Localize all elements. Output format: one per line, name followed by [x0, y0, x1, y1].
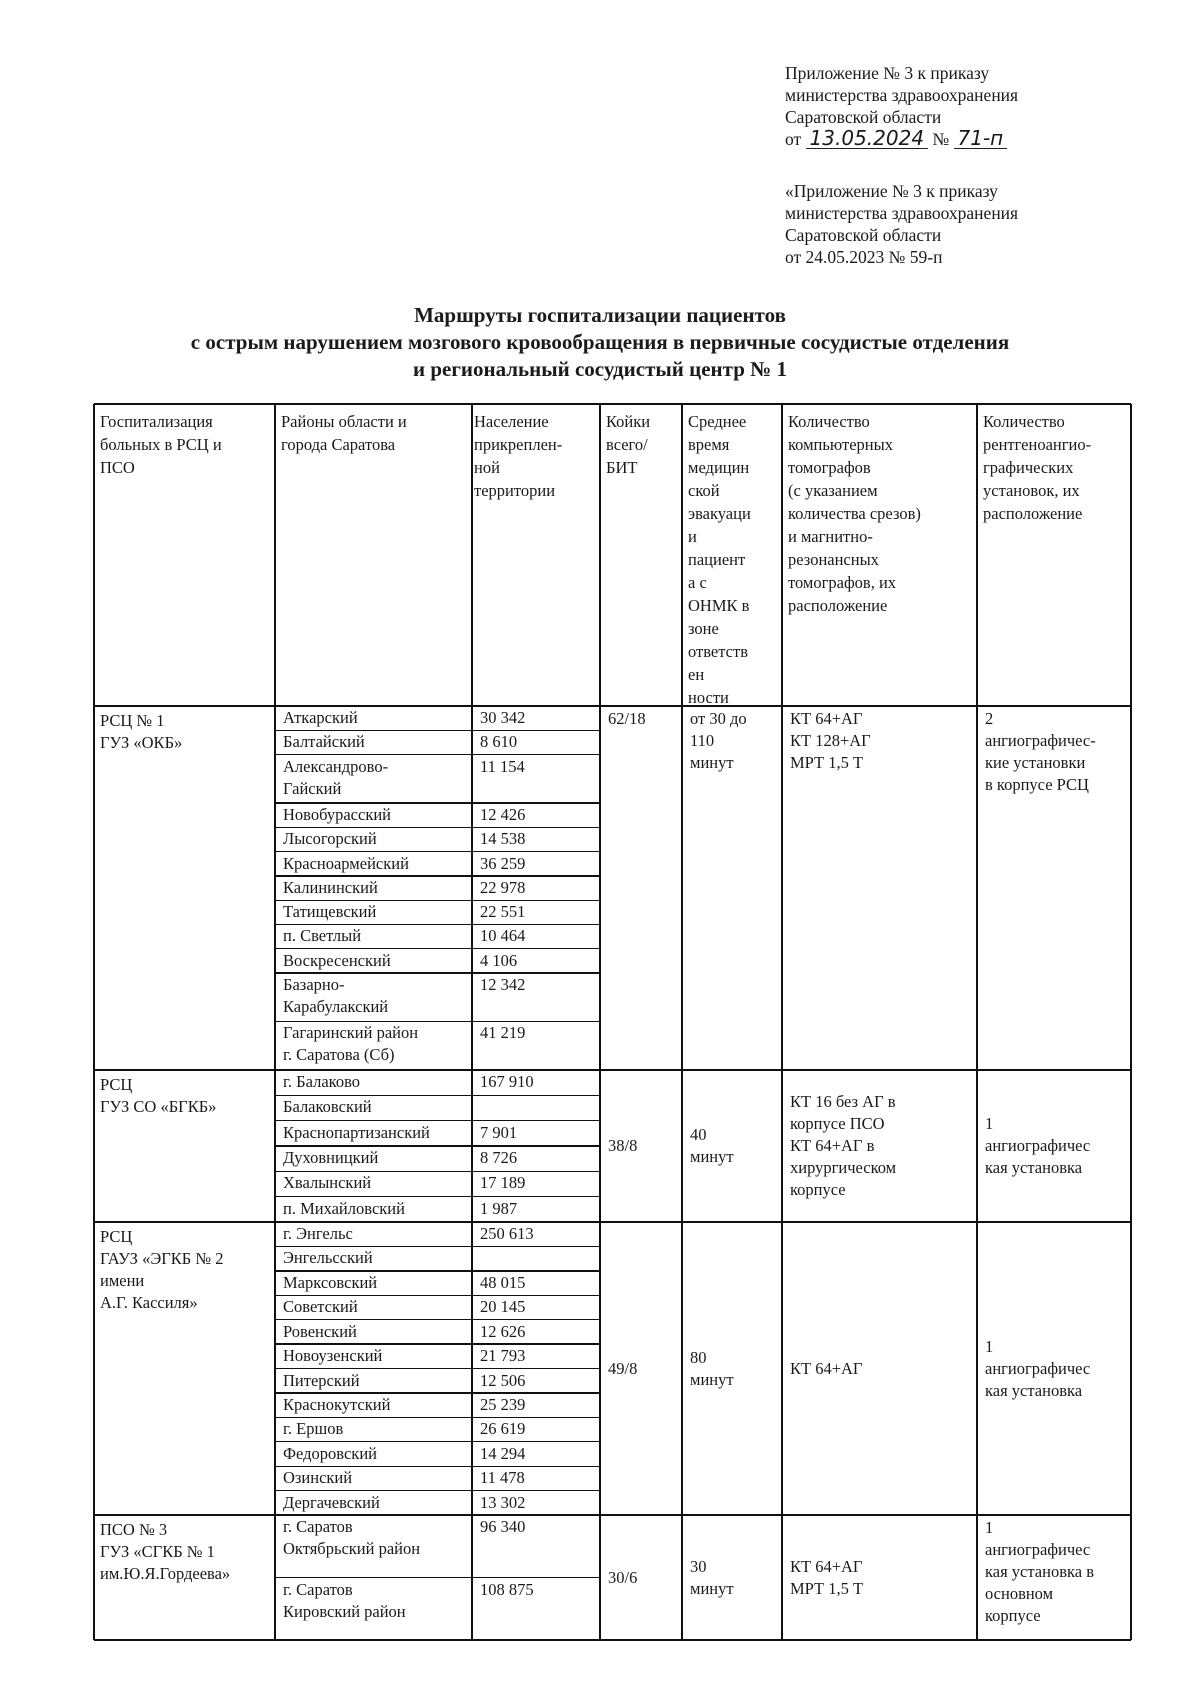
- ct-mri-cell-line: хирургическом: [790, 1158, 897, 1177]
- angiography-cell: [985, 1336, 1090, 1402]
- district-cell: [283, 731, 365, 753]
- district-cell-line: г. Ершов: [283, 1419, 344, 1439]
- district-cell: [283, 1096, 372, 1118]
- evacuation-time-cell: [690, 1124, 734, 1168]
- previous-appendix-line: Саратовской области: [785, 225, 942, 245]
- evacuation-time-cell: [690, 1556, 734, 1600]
- header-time-line: и: [688, 527, 697, 546]
- hospital-cell-line: А.Г. Кассиля»: [100, 1293, 198, 1312]
- evacuation-time-cell-line: от 30 до: [690, 709, 747, 728]
- header-time-line: ОНМК в: [688, 596, 750, 615]
- header-time-line: зоне: [688, 619, 719, 638]
- district-cell-line: Питерский: [283, 1370, 360, 1390]
- population-cell: 4 106: [480, 950, 518, 970]
- district-cell-line: Карабулакский: [283, 996, 389, 1016]
- evacuation-time-cell-line: минут: [690, 1147, 734, 1166]
- district-cell-line: Новобурасский: [283, 805, 392, 825]
- evacuation-time-cell-line: 80: [690, 1347, 707, 1367]
- header-districts-line: города Саратова: [281, 435, 396, 454]
- district-cell: [283, 1492, 380, 1514]
- ct-mri-cell: [790, 708, 871, 774]
- table-rule: [94, 1514, 1131, 1515]
- district-cell-line: Энгельсский: [283, 1248, 373, 1268]
- district-cell: [283, 1443, 377, 1465]
- angiography-cell-line: кие установки: [985, 753, 1086, 772]
- district-cell: [283, 1198, 405, 1220]
- district-cell: [283, 1247, 373, 1269]
- appendix-header: [785, 62, 1018, 150]
- district-cell: [283, 1022, 418, 1066]
- header-time: [688, 410, 751, 709]
- evacuation-time-cell-line: 30: [690, 1556, 707, 1576]
- district-cell: [283, 828, 377, 850]
- header-time-line: время: [688, 435, 730, 454]
- district-cell: [283, 1418, 343, 1440]
- district-cell-line: Воскресенский: [283, 950, 391, 970]
- header-beds-line: БИТ: [606, 458, 638, 477]
- district-cell: [283, 950, 391, 972]
- district-cell: [283, 853, 409, 875]
- population-cell: 36 259: [480, 853, 526, 873]
- header-time-line: Среднее: [688, 412, 747, 431]
- district-cell: [283, 974, 388, 1018]
- district-cell-line: п. Светлый: [283, 926, 362, 946]
- district-cell: [283, 1172, 371, 1194]
- district-cell-line: Калининский: [283, 877, 378, 897]
- district-cell: [283, 1272, 377, 1294]
- header-time-line: ответств: [688, 642, 748, 661]
- district-cell-line: Александрово-: [283, 756, 389, 776]
- header-population: [474, 410, 562, 502]
- header-angio-line: установок, их: [983, 481, 1080, 500]
- hospital-cell: [100, 710, 182, 754]
- district-cell-line: Базарно-: [283, 974, 345, 994]
- hospital-cell-line: им.Ю.Я.Гордеева»: [100, 1564, 231, 1583]
- district-cell: [283, 1296, 358, 1318]
- district-cell-line: Лысогорский: [283, 829, 377, 849]
- header-ct-line: резонансных: [788, 550, 879, 569]
- ct-mri-cell-line: КТ 128+АГ: [790, 731, 871, 750]
- hospital-cell-line: ГАУЗ «ЭГКБ № 2: [100, 1249, 224, 1268]
- number-prefix: №: [932, 129, 950, 149]
- angiography-cell: [985, 1517, 1094, 1627]
- angiography-cell-line: ангиографичес: [985, 1358, 1091, 1378]
- population-cell: 30 342: [480, 708, 526, 727]
- appendix-line: министерства здравоохранения: [785, 85, 1019, 105]
- population-cell: 96 340: [480, 1517, 526, 1536]
- population-cell: 8 726: [480, 1148, 518, 1167]
- evacuation-time-cell-line: минут: [690, 1369, 734, 1389]
- district-cell-line: Озинский: [283, 1468, 353, 1488]
- header-ct-line: Количество: [788, 412, 870, 431]
- population-cell: 26 619: [480, 1419, 526, 1439]
- header-ct-line: и магнитно-: [788, 527, 873, 546]
- header-angio-line: рентгеноангио-: [983, 435, 1092, 454]
- previous-appendix-line: «Приложение № 3 к приказу: [785, 181, 998, 201]
- angiography-cell-line: в корпусе РСЦ: [985, 775, 1089, 794]
- header-ct-line: компьютерных: [788, 435, 893, 454]
- district-cell-line: г. Саратова (Сб): [283, 1045, 395, 1065]
- header-beds: [606, 410, 650, 479]
- angiography-cell-line: кая установка: [985, 1158, 1083, 1177]
- district-cell-line: Духовницкий: [283, 1148, 379, 1167]
- header-time-line: пациент: [688, 550, 746, 569]
- district-cell: [283, 756, 388, 800]
- evacuation-time-cell-line: 110: [690, 731, 715, 750]
- population-cell: 108 875: [480, 1579, 534, 1599]
- previous-appendix-line: от 24.05.2023 № 59-п: [785, 247, 943, 267]
- population-cell: 22 551: [480, 902, 526, 922]
- district-cell-line: г. Балаково: [283, 1072, 361, 1091]
- ct-mri-cell-line: КТ 64+АГ: [790, 1556, 863, 1576]
- hospital-cell-line: имени: [100, 1271, 145, 1290]
- district-cell: [283, 1345, 382, 1367]
- district-cell-line: г. Энгельс: [283, 1224, 353, 1243]
- angiography-cell: [985, 708, 1096, 796]
- hospital-cell-line: ГУЗ «СГКБ № 1: [100, 1542, 215, 1561]
- district-cell-line: Кировский район: [283, 1601, 406, 1621]
- angiography-cell-line: ангиографичес: [985, 1540, 1091, 1559]
- district-cell: [283, 925, 361, 947]
- evacuation-time-cell-line: 40: [690, 1125, 707, 1144]
- header-angio: [983, 410, 1091, 525]
- hospital-cell-line: ГУЗ СО «БГКБ»: [100, 1097, 217, 1116]
- population-cell: 20 145: [480, 1297, 526, 1317]
- district-cell-line: Советский: [283, 1297, 358, 1317]
- document-title: [0, 302, 1200, 383]
- population-cell: 10 464: [480, 926, 526, 946]
- header-beds-line: всего/: [606, 435, 648, 454]
- district-cell: [283, 1394, 390, 1416]
- population-cell: 12 426: [480, 805, 526, 825]
- population-cell: 12 506: [480, 1370, 526, 1390]
- header-ct-line: расположение: [788, 596, 888, 615]
- header-population-line: прикреплен-: [474, 435, 563, 454]
- order-number: 71-п: [954, 128, 1008, 149]
- header-time-line: а с: [688, 573, 707, 592]
- district-cell: [283, 1071, 360, 1093]
- ct-mri-cell-line: КТ 16 без АГ в: [790, 1092, 896, 1111]
- header-hospital-line: больных в РСЦ и: [100, 435, 222, 454]
- table-rule: [94, 1639, 1131, 1640]
- angiography-cell-line: 1: [985, 1336, 994, 1356]
- ct-mri-cell-line: КТ 64+АГ в: [790, 1136, 875, 1155]
- header-ct-line: (с указанием: [788, 481, 878, 500]
- district-cell-line: Дергачевский: [283, 1492, 380, 1512]
- ct-mri-cell-line: КТ 64+АГ: [790, 709, 863, 728]
- table-rule: [681, 404, 682, 1640]
- header-time-line: эвакуаци: [688, 504, 751, 523]
- table-rule: [94, 1069, 1131, 1070]
- header-hospital: [100, 410, 222, 479]
- angiography-cell-line: 1: [985, 1114, 994, 1133]
- population-cell: 12 342: [480, 974, 526, 994]
- district-cell-line: Краснокутский: [283, 1394, 391, 1414]
- district-cell-line: г. Саратов: [283, 1517, 353, 1536]
- hospital-cell-line: РСЦ № 1: [100, 711, 165, 730]
- population-cell: 12 626: [480, 1321, 526, 1341]
- header-districts-line: Районы области и: [281, 412, 407, 431]
- population-cell: 11 154: [480, 756, 525, 776]
- ct-mri-cell: [790, 1091, 896, 1201]
- beds-cell: 62/18: [608, 709, 646, 728]
- population-cell: 1 987: [480, 1198, 518, 1218]
- beds-cell: 30/6: [608, 1567, 638, 1587]
- hospital-cell: [100, 1074, 216, 1118]
- district-cell-line: Гайский: [283, 778, 342, 798]
- hospital-cell-line: ГУЗ «ОКБ»: [100, 733, 183, 752]
- table-rule: [94, 1221, 1131, 1222]
- header-population-line: Население: [474, 412, 549, 431]
- district-cell-line: Балтайский: [283, 732, 365, 752]
- district-cell-line: Новоузенский: [283, 1346, 383, 1366]
- population-cell: 21 793: [480, 1346, 526, 1366]
- table-rule: [781, 404, 782, 1640]
- district-cell-line: п. Михайловский: [283, 1198, 405, 1218]
- district-cell: [283, 1122, 430, 1144]
- order-date-line: [785, 128, 1018, 150]
- angiography-cell-line: кая установка в: [985, 1562, 1094, 1581]
- angiography-cell: [985, 1113, 1090, 1179]
- previous-appendix-header: [785, 180, 1018, 268]
- district-cell: [283, 1147, 378, 1169]
- population-cell: 7 901: [480, 1122, 518, 1142]
- district-cell-line: Балаковский: [283, 1097, 372, 1117]
- ct-mri-cell-line: МРТ 1,5 Т: [790, 1578, 864, 1598]
- population-cell: 41 219: [480, 1023, 526, 1043]
- header-time-line: медицин: [688, 458, 750, 477]
- district-cell-line: Татищевский: [283, 902, 377, 922]
- header-districts: [281, 410, 407, 456]
- table-rule: [93, 404, 94, 1640]
- population-cell: 167 910: [480, 1072, 534, 1091]
- district-cell: [283, 804, 391, 826]
- order-date: 13.05.2024: [806, 128, 929, 149]
- ct-mri-cell: [790, 1358, 862, 1380]
- district-cell: [283, 1516, 420, 1560]
- ct-mri-cell-line: МРТ 1,5 Т: [790, 753, 864, 772]
- header-population-line: территории: [474, 481, 556, 500]
- population-cell: 25 239: [480, 1394, 526, 1414]
- previous-appendix-line: министерства здравоохранения: [785, 203, 1019, 223]
- angiography-cell-line: 2: [985, 709, 994, 728]
- title-line: с острым нарушением мозгового кровообращения в первичные сосудистые отделения: [190, 330, 1010, 354]
- district-cell: [283, 901, 376, 923]
- header-angio-line: Количество: [983, 412, 1065, 431]
- district-cell-line: Хвалынский: [283, 1173, 372, 1193]
- district-cell-line: Марксовский: [283, 1272, 378, 1292]
- header-ct-line: количества срезов): [788, 504, 921, 523]
- district-cell-line: Ровенский: [283, 1321, 357, 1341]
- hospital-cell-line: ПСО № 3: [100, 1520, 168, 1539]
- appendix-line: Приложение № 3 к приказу: [785, 63, 990, 83]
- district-cell-line: г. Саратов: [283, 1579, 353, 1599]
- hospital-cell-line: РСЦ: [100, 1227, 133, 1246]
- ct-mri-cell-line: КТ 64+АГ: [790, 1358, 863, 1378]
- table-rule: [976, 404, 977, 1640]
- evacuation-time-cell-line: минут: [690, 1578, 734, 1598]
- population-cell: 13 302: [480, 1492, 526, 1512]
- beds-cell: 38/8: [608, 1136, 638, 1155]
- ct-mri-cell-line: корпусе: [790, 1180, 846, 1199]
- population-cell: 8 610: [480, 732, 518, 752]
- angiography-cell-line: основном: [985, 1584, 1054, 1603]
- date-prefix: от: [785, 129, 802, 149]
- district-cell: [283, 1370, 360, 1392]
- header-time-line: ен: [688, 665, 705, 684]
- beds-cell: 49/8: [608, 1358, 638, 1378]
- population-cell: 250 613: [480, 1224, 534, 1243]
- population-cell: 17 189: [480, 1173, 526, 1193]
- header-time-line: ской: [688, 481, 720, 500]
- header-ct: [788, 410, 921, 617]
- angiography-cell-line: кая установка: [985, 1380, 1083, 1400]
- title-line: и региональный сосудистый центр № 1: [412, 357, 788, 381]
- title-line: Маршруты госпитализации пациентов: [414, 303, 786, 327]
- district-cell: [283, 1579, 406, 1623]
- population-cell: 14 294: [480, 1443, 526, 1463]
- hospital-cell-line: РСЦ: [100, 1075, 133, 1094]
- header-hospital-line: Госпитализация: [100, 412, 213, 431]
- angiography-cell-line: корпусе: [985, 1606, 1041, 1625]
- population-cell: 22 978: [480, 877, 526, 897]
- hospital-cell: [100, 1226, 223, 1314]
- ct-mri-cell-line: корпусе ПСО: [790, 1114, 885, 1133]
- district-cell-line: Краснопартизанский: [283, 1122, 430, 1142]
- hospital-cell: [100, 1519, 230, 1585]
- angiography-cell-line: ангиографичес: [985, 1136, 1091, 1155]
- evacuation-time-cell: [690, 708, 747, 774]
- district-cell: [283, 707, 358, 729]
- evacuation-time-cell-line: минут: [690, 753, 734, 772]
- district-cell: [283, 1321, 357, 1343]
- district-cell-line: Октябрьский район: [283, 1539, 421, 1558]
- header-beds-line: Койки: [606, 412, 651, 431]
- angiography-cell-line: 1: [985, 1518, 994, 1537]
- ct-mri-cell: [790, 1556, 863, 1600]
- header-angio-line: расположение: [983, 504, 1083, 523]
- population-cell: 14 538: [480, 829, 526, 849]
- angiography-cell-line: ангиографичес-: [985, 731, 1096, 750]
- header-time-line: ности: [688, 688, 729, 707]
- district-cell-line: Красноармейский: [283, 853, 409, 873]
- header-ct-line: томографов, их: [788, 573, 897, 592]
- district-cell-line: Федоровский: [283, 1443, 377, 1463]
- appendix-line: Саратовской области: [785, 107, 942, 127]
- header-ct-line: томографов: [788, 458, 871, 477]
- evacuation-time-cell: [690, 1347, 734, 1391]
- district-cell: [283, 1467, 352, 1489]
- district-cell: [283, 877, 378, 899]
- table-rule: [1130, 404, 1131, 1640]
- district-cell-line: Гагаринский район: [283, 1023, 419, 1043]
- header-angio-line: графических: [983, 458, 1074, 477]
- header-population-line: ной: [474, 458, 500, 477]
- population-cell: 11 478: [480, 1468, 525, 1488]
- population-cell: 48 015: [480, 1272, 526, 1292]
- district-cell-line: Аткарский: [283, 708, 358, 727]
- header-hospital-line: ПСО: [100, 458, 135, 477]
- district-cell: [283, 1223, 353, 1245]
